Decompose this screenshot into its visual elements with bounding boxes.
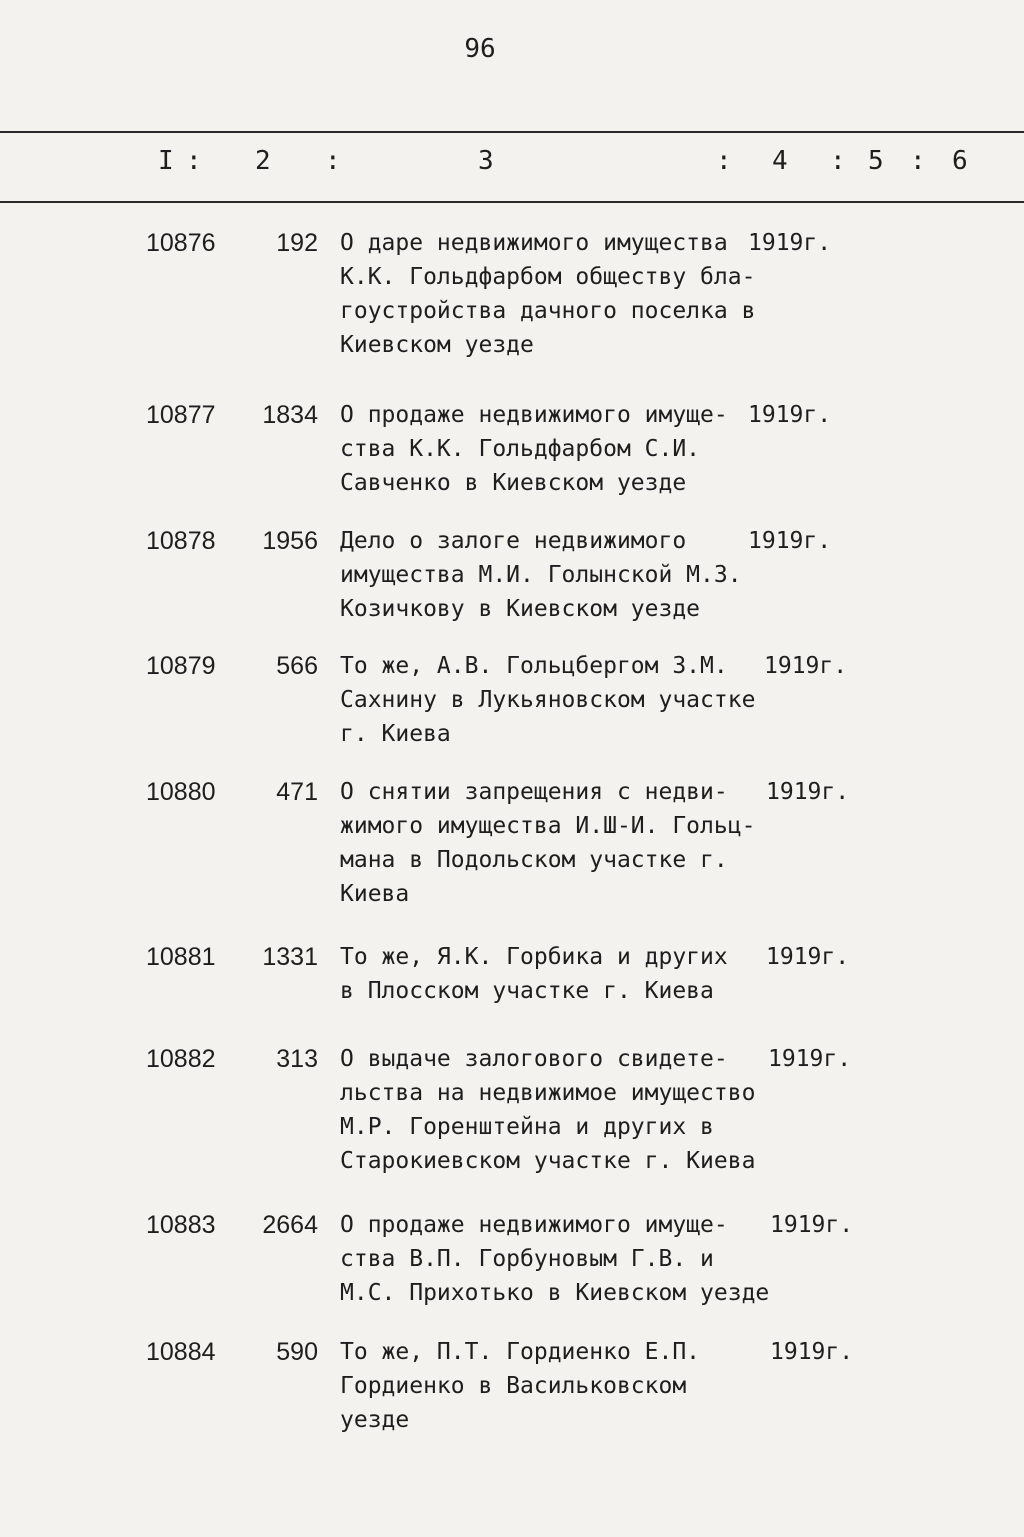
description-line: Киевском уезде (340, 332, 534, 358)
entry-year: 1919г. (768, 1046, 852, 1072)
entry-number: 10883 (146, 1211, 216, 1239)
description-line: М.Р. Горенштейна и других в (340, 1114, 714, 1140)
entry-folio: 1834 (262, 401, 318, 429)
entry-folio: 192 (276, 229, 318, 257)
description-line: в Плосском участке г. Киева (340, 978, 714, 1004)
description-line: То же, А.В. Гольцбергом З.М. (340, 653, 728, 679)
description-line: О продаже недвижимого имуще- (340, 1212, 728, 1238)
description-line: О снятии запрещения с недви- (340, 779, 728, 805)
entry-year: 1919г. (748, 230, 832, 256)
description-line: То же, Я.К. Горбика и других (340, 944, 728, 970)
description-line: Дело о залоге недвижимого (340, 528, 687, 554)
entry-number: 10881 (146, 943, 216, 971)
description-line: Сахнину в Лукьяновском участке (340, 687, 756, 713)
entry-year: 1919г. (770, 1212, 854, 1238)
column-header-2: 2 (255, 146, 271, 176)
entry-folio: 1956 (262, 527, 318, 555)
description-line: К.К. Гольдфарбом обществу бла- (340, 264, 756, 290)
description-line: мана в Подольском участке г. (340, 847, 728, 873)
entry-number: 10880 (146, 778, 216, 806)
entry-description (340, 1042, 760, 1178)
description-line: О продаже недвижимого имуще- (340, 402, 728, 428)
header-bottom-rule (0, 201, 1024, 203)
description-line: Старокиевском участке г. Киева (340, 1148, 756, 1174)
description-line: имущества М.И. Голынской М.З. (340, 562, 742, 588)
entry-folio: 313 (276, 1045, 318, 1073)
description-line: Киева (340, 881, 410, 907)
description-line: То же, П.Т. Гордиенко Е.П. (340, 1339, 701, 1365)
header-top-rule (0, 131, 1024, 133)
entry-description (340, 940, 760, 1008)
description-line: Савченко в Киевском уезде (340, 470, 687, 496)
entry-number: 10876 (146, 229, 216, 257)
description-line: М.С. Прихотько в Киевском уезде (340, 1280, 770, 1306)
column-header-6: 6 (952, 146, 968, 176)
column-header-1: I (158, 146, 174, 176)
entry-year: 1919г. (766, 779, 850, 805)
description-line: ства К.К. Гольдфарбом С.И. (340, 436, 701, 462)
entry-number: 10877 (146, 401, 216, 429)
entry-description (340, 775, 760, 911)
entry-year: 1919г. (748, 528, 832, 554)
entry-year: 1919г. (748, 402, 832, 428)
entry-year: 1919г. (770, 1339, 854, 1365)
entry-description (340, 649, 760, 751)
entry-folio: 590 (276, 1338, 318, 1366)
description-line: льства на недвижимое имущество (340, 1080, 756, 1106)
column-header-5: 5 (868, 146, 884, 176)
entry-description (340, 1208, 770, 1310)
entry-description (340, 524, 760, 626)
description-line: гоустройства дачного поселка в (340, 298, 756, 324)
description-line: ства В.П. Горбуновым Г.В. и (340, 1246, 714, 1272)
page-number: 96 (464, 34, 496, 64)
entry-description (340, 1335, 760, 1437)
column-separator: : (716, 146, 732, 176)
description-line: Козичкову в Киевском уезде (340, 596, 701, 622)
description-line: О выдаче залогового свидете- (340, 1046, 728, 1072)
entry-number: 10882 (146, 1045, 216, 1073)
column-header-4: 4 (772, 146, 788, 176)
entry-folio: 2664 (262, 1211, 318, 1239)
entry-number: 10884 (146, 1338, 216, 1366)
entry-description (340, 226, 760, 362)
column-separator: : (186, 146, 202, 176)
entry-number: 10879 (146, 652, 216, 680)
description-line: Гордиенко в Васильковском (340, 1373, 687, 1399)
description-line: О даре недвижимого имущества (340, 230, 728, 256)
entry-year: 1919г. (766, 944, 850, 970)
column-separator: : (830, 146, 846, 176)
entry-folio: 566 (276, 652, 318, 680)
entry-description (340, 398, 760, 500)
entry-year: 1919г. (764, 653, 848, 679)
column-separator: : (910, 146, 926, 176)
description-line: жимого имущества И.Ш-И. Гольц- (340, 813, 756, 839)
column-separator: : (325, 146, 341, 176)
entry-folio: 1331 (262, 943, 318, 971)
column-header-3: 3 (478, 146, 494, 176)
entry-number: 10878 (146, 527, 216, 555)
entry-folio: 471 (276, 778, 318, 806)
description-line: г. Киева (340, 721, 451, 747)
description-line: уезде (340, 1407, 410, 1433)
